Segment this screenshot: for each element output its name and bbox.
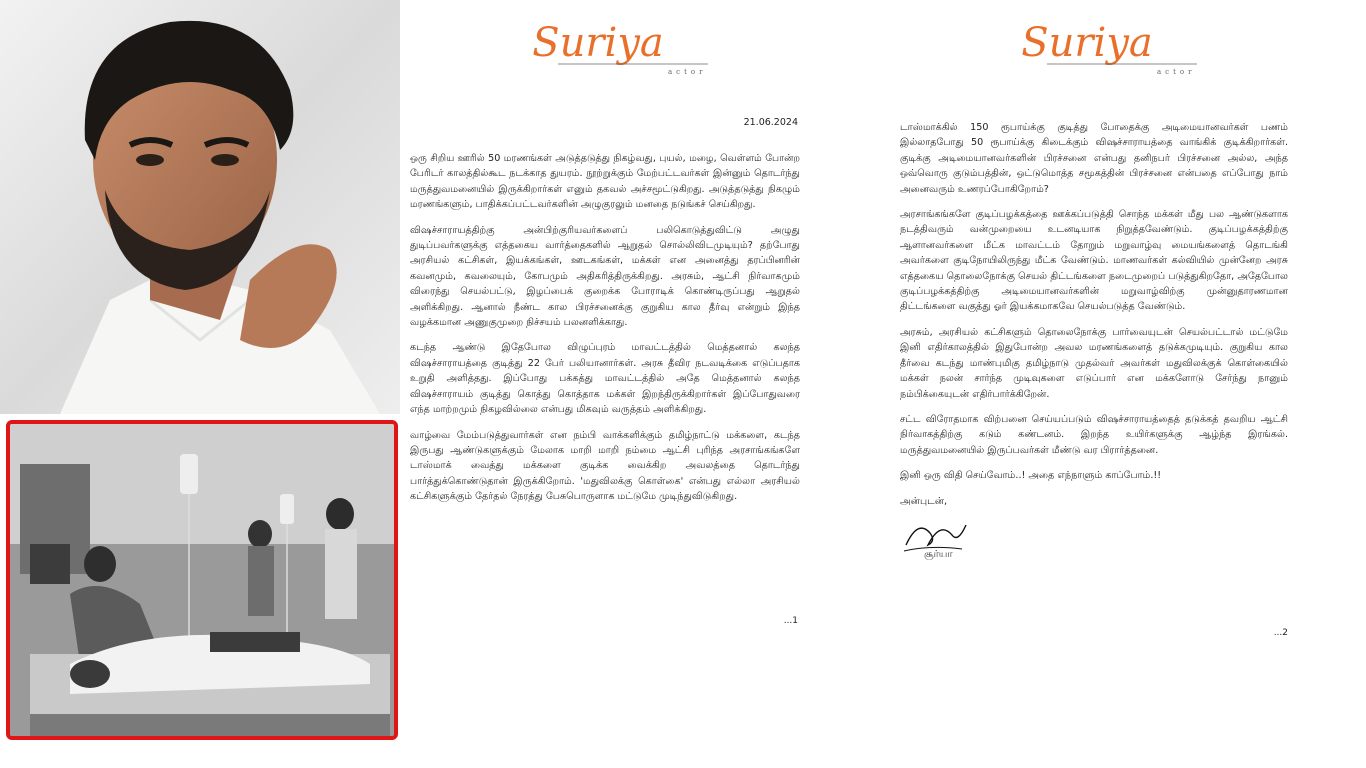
suriya-logo <box>402 14 814 82</box>
letter-date: 21.06.2024 <box>743 117 798 128</box>
paragraph: விஷச்சாராயத்திற்கு அன்பிற்குரியவர்களைப் பலிகொடுத்துவிட்டு அழுது துடிப்பவர்களுக்கு எத்தகைய வார்த்தைகளில் ஆறுதல் சொல்லிவிடமுடியும்? தற்போது அரசியல் கட்சிகள், இயக்கங்கள், ஊடகங்கள், மக்கள் என அனைத்து தரப்பினரின் கவனமும், கவலையும், கோபமும் அதிகரித்திருக்கிறது. அரசும், ஆட்சி நிர்வாகமும் விரைந்து செயல்பட்டு, இழப்பைக் குறைக்க போராடிக் கொண்டிருப்பது ஆறுதல் அளிக்கிறது. ஆனால் நீண்ட கால பிரச்சனைக்கு குறுகிய கால தீர்வு என்றும் இந்த வழக்கமான அணுகுமுறை நிச்சயம் பலனளிக்காது. <box>410 224 800 329</box>
paragraph: அரசும், அரசியல் கட்சிகளும் தொலைநோக்கு பார்வையுடன் செயல்பட்டால் மட்டுமே இனி எதிர்காலத்தில் இதுபோன்ற அவல மரணங்களைத் தடுக்கமுடியும். குறுகிய கால தீர்வை கடந்து மாண்புமிகு தமிழ்நாடு முதல்வர் அவர்கள் மதுவிலக்குக் கொள்கையில் மக்கள் நலன் சார்ந்த முடிவுகளை எடுப்பார் என மக்களோடு சேர்ந்து நானும் நம்பிக்கையுடன் எதிர்பார்க்கிறேன். <box>900 326 1288 400</box>
closing-line: அன்புடன், <box>900 495 948 507</box>
logo-wordmark: Suriya <box>532 20 664 66</box>
signature <box>900 515 1288 563</box>
logo-tagline: actor <box>668 68 707 76</box>
hospital-photo <box>6 420 398 740</box>
letter-page-2 <box>892 0 1302 768</box>
suriya-logo-mark <box>987 14 1207 78</box>
paragraph: ஒரு சிறிய ஊரில் 50 மரணங்கள் அடுத்தடுத்து நிகழ்வது, புயல், மழை, வெள்ளம் போன்ற பேரிடர் காலத்தில்கூட நடக்காத துயரம். நூற்றுக்கும் மேற்பட்டவர்கள் இன்னும் தொடர்ந்து மருத்துவமனையில் இருக்கிறார்கள் எனும் தகவல் அச்சமூட்டுகிறது. அடுத்தடுத்து நிகழும் மரணங்களும், பாதிக்கப்பட்டவர்களின் அழுகுரலும் மனதை நடுங்கச் செய்கிறது. <box>410 153 800 211</box>
paragraph: டாஸ்மாக்கில் 150 ரூபாய்க்கு குடித்து போதைக்கு அடிமையானவர்கள் பணம் இல்லாதபோது 50 ரூபாய்க்கு கிடைக்கும் விஷச்சாராயத்தை வாங்கிக் குடிக்கிறார்கள். குடிக்கு அடிமையானவர்களின் பிரச்சனை என்பது தனிநபர் பிரச்சனை அல்ல, அந்த ஒவ்வொரு குடும்பத்தின், ஒட்டுமொத்த சமூகத்தின் பிரச்சனை என்பதை எப்போது நாம் அனைவரும் உணரப்போகிறோம்? <box>900 122 1288 195</box>
paragraph: வாழ்வை மேம்படுத்துவார்கள் என நம்பி வாக்களிக்கும் தமிழ்நாட்டு மக்களை, கடந்த இருபது ஆண்டுகளுக்கும் மேலாக மாறி மாறி நம்மை ஆட்சி புரிந்த அரசாங்கங்களே டாஸ்மாக் வைத்து மக்களை குடிக்க வைக்கிற அவலத்தை தொடர்ந்து பார்த்துக்கொண்டுதான் இருக்கிறோம். 'மதுவிலக்கு கொள்கை' என்பது எல்லா அரசியல் கட்சிகளுக்கும் தேர்தல் நேரத்து பேசுபொருளாக மட்டுமே முடிந்துவிடுகிறது. <box>410 429 800 503</box>
letter-body-2 <box>900 120 1288 563</box>
paragraph: சட்ட விரோதமாக விற்பனை செய்யப்படும் விஷச்சாராயத்தைத் தடுக்கத் தவறிய ஆட்சி நிர்வாகத்திற்கு கடும் கண்டனம். இறந்த உயிர்களுக்கு ஆழ்ந்த இரங்கல். மருத்துவமனையில் இருப்பவர்கள் மீண்டு வர பிரார்த்தனை. <box>900 413 1288 456</box>
page-number: ...1 <box>783 616 798 626</box>
logo-tagline: actor <box>1157 68 1196 76</box>
portrait-photo <box>0 0 400 414</box>
logo-wordmark: Suriya <box>1021 20 1153 66</box>
suriya-logo-mark <box>498 14 718 78</box>
signature-name: சூர்யா <box>924 548 953 560</box>
letter-body-1 <box>410 151 800 515</box>
letter-page-1 <box>402 0 814 768</box>
suriya-logo <box>892 14 1302 82</box>
page-number: ...2 <box>1273 628 1288 638</box>
paragraph: இனி ஒரு விதி செய்வோம்..! அதை எந்நாளும் காப்போம்.!! <box>900 470 1162 482</box>
portrait-illustration <box>0 0 400 414</box>
paragraph: அரசாங்கங்களே குடிப்பழக்கத்தை ஊக்கப்படுத்தி சொந்த மக்கள் மீது பல ஆண்டுகளாக நடத்திவரும் வன்முறையை உடனடியாக நிறுத்தவேண்டும். குடிப்பழக்கத்திற்கு ஆளானவர்களை மீட்க மாவட்டம் தோறும் மறுவாழ்வு மையங்களைத் தொடங்கி அவர்களை குடிநோயிலிருந்து மீட்க வேண்டும். மாணவர்கள் கல்வியில் முன்னேற அரசு எத்தகைய தொலைநோக்கு செயல் திட்டங்களை நடைமுறைப் படுத்துகிறதோ, அதேபோல குடிப்பழக்கத்திற்கு அடிமையானவர்களின் மறுவாழ்விற்கு முன்னுதாரணமான திட்டங்களை வகுத்து ஓர் இயக்கமாகவே செயல்படுத்த வேண்டும். <box>900 209 1288 313</box>
paragraph: கடந்த ஆண்டு இதேபோல விழுப்புரம் மாவட்டத்தில் மெத்தனால் கலந்த விஷச்சாராயத்தை குடித்து 22 பேர் பலியானார்கள். அரசு தீவிர நடவடிக்கை எடுப்பதாக உறுதி அளித்தது. இப்போது பக்கத்து மாவட்டத்தில் அதே மெத்தனால் கலந்த விஷச்சாராயம் குடித்து கொத்து கொத்தாக மக்கள் இறந்திருக்கிறார்கள் இப்போதுவரை எந்த மாற்றமும் நிகழவில்லை என்பது மிகவும் வருத்தம் அளிக்கிறது. <box>410 342 800 416</box>
hospital-illustration <box>10 424 394 736</box>
